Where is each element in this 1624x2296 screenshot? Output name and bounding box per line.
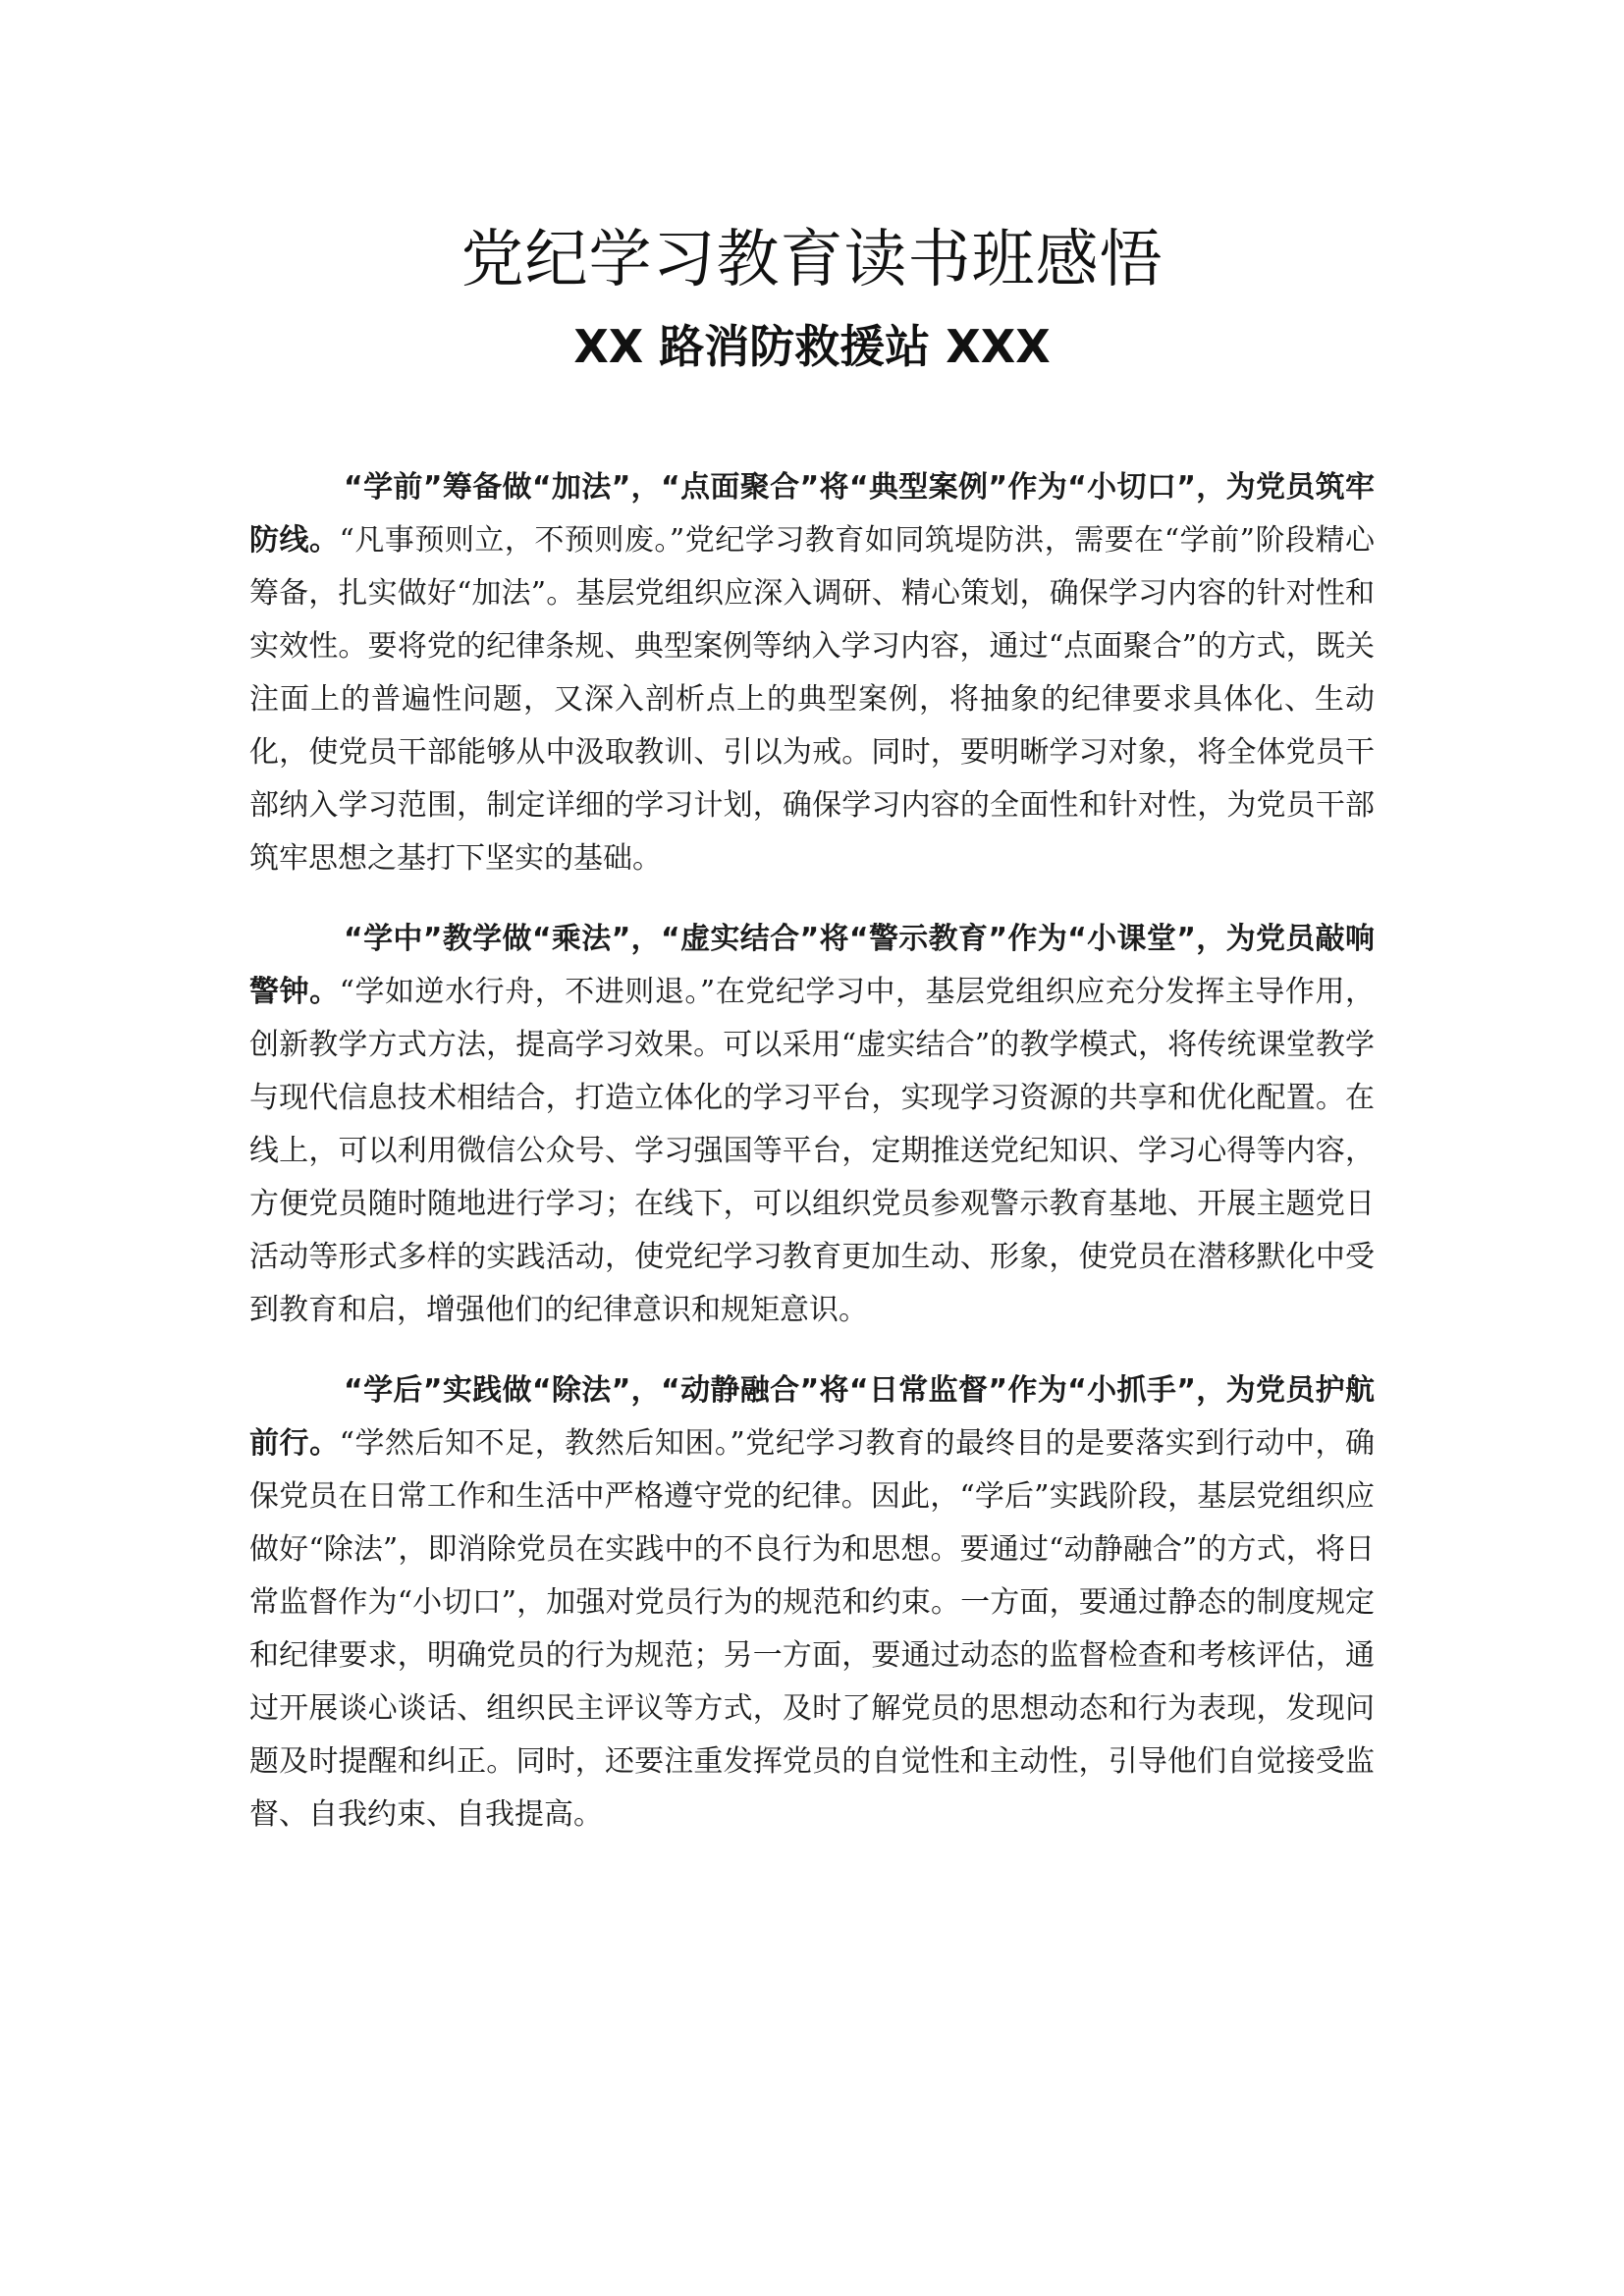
document-subtitle: XX 路消防救援站 XXX xyxy=(573,320,1051,373)
paragraph-1-text: “凡事预则立，不预则废。”党纪学习教育如同筑堤防洪，需要在“学前”阶段精心筹备，扎实做好“加法”。基层党组织应深入调研、精心策划，确保学习内容的针对性和实效性。要将党的纪律条规、典型案例等纳入学习内容，通过“点面聚合”的方式，既关注面上的普遍性问题，又深入剖析点上的典型案例，将抽象的纪律要求具体化、生动化，使党员干部能够从中汲取教训、引以为戒。同时，要明晰学习对象，将全体党员干部纳入学习范围，制定详细的学习计划，确保学习内容的全面性和针对性，为党员干部筑牢思想之基打下坚实的基础。 xyxy=(249,523,1375,876)
paragraph-3-text: “学然后知不足，教然后知困。”党纪学习教育的最终目的是要落实到行动中，确保党员在日常工作和生活中严格遵守党的纪律。因此，“学后”实践阶段，基层党组织应做好“除法”，即消除党员在实践中的不良行为和思想。要通过“动静融合”的方式，将日常监督作为“小切口”，加强对党员行为的规范和约束。一方面，要通过静态的制度规定和纪律要求，明确党员的行为规范；另一方面，要通过动态的监督检查和考核评估，通过开展谈心谈话、组织民主评议等方式，及时了解党员的思想动态和行为表现，发现问题及时提醒和纠正。同时，还要注重发挥党员的自觉性和主动性，引导他们自觉接受监督、自我约束、自我提高。 xyxy=(249,1426,1375,1832)
paragraph-1-lead: “学前”筹备做“加法”，“点面聚合”将“典型案例”作为“小切口”，为党员筑牢防线。 xyxy=(249,470,1375,558)
paragraph-1 xyxy=(249,461,1375,885)
document-body xyxy=(249,461,1375,1869)
document-title: 党纪学习教育读书班感悟 xyxy=(460,224,1164,296)
paragraph-2 xyxy=(249,913,1375,1337)
paragraph-3-lead: “学后”实践做“除法”，“动静融合”将“日常监督”作为“小抓手”，为党员护航前行。 xyxy=(249,1373,1375,1461)
paragraph-2-text: “学如逆水行舟，不进则退。”在党纪学习中，基层党组织应充分发挥主导作用，创新教学方式方法，提高学习效果。可以采用“虚实结合”的教学模式，将传统课堂教学与现代信息技术相结合，打造立体化的学习平台，实现学习资源的共享和优化配置。在线上，可以利用微信公众号、学习强国等平台，定期推送党纪知识、学习心得等内容，方便党员随时随地进行学习；在线下，可以组织党员参观警示教育基地、开展主题党日活动等形式多样的实践活动，使党纪学习教育更加生动、形象，使党员在潜移默化中受到教育和启，增强他们的纪律意识和规矩意识。 xyxy=(249,975,1375,1327)
paragraph-2-lead: “学中”教学做“乘法”，“虚实结合”将“警示教育”作为“小课堂”，为党员敲响警钟。 xyxy=(249,922,1375,1009)
paragraph-3 xyxy=(249,1364,1375,1842)
